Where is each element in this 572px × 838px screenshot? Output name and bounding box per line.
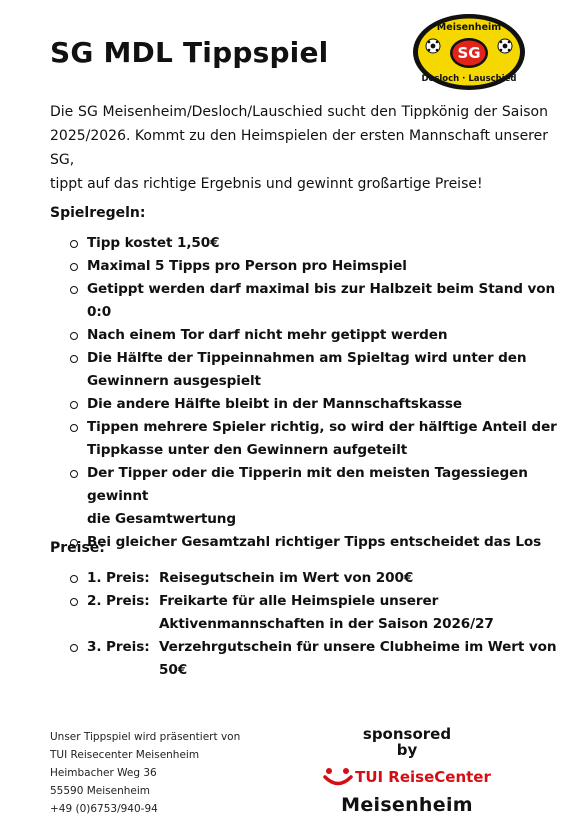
prize-rank: 3. Preis:: [87, 639, 150, 655]
logo-top-text: Meisenheim: [436, 22, 502, 33]
circle-bullet-icon: [70, 644, 78, 652]
logo-bottom-text: Desloch · Lauschied: [421, 74, 517, 84]
circle-bullet-icon: [70, 355, 78, 363]
prize-rank: 1. Preis:: [87, 570, 150, 586]
rule-text: Maximal 5 Tipps pro Person pro Heimspiel: [87, 258, 407, 274]
circle-bullet-icon: [70, 332, 78, 340]
address-line: TUI Reisecenter Meisenheim: [50, 749, 200, 761]
rule-item: [50, 347, 560, 393]
prizes-list: [50, 567, 560, 682]
rule-text: die Gesamtwertung: [87, 511, 237, 527]
prize-description: [159, 567, 559, 590]
intro-line: 2025/2026. Kommt zu den Heimspielen der ersten Mannschaft unserer SG,: [50, 128, 548, 168]
rule-text: Tipp kostet 1,50€: [87, 235, 220, 251]
prize-description-line: Reisegutschein im Wert von 200€: [159, 570, 414, 586]
tui-brand-text: TUI ReiseCenter: [355, 768, 491, 786]
prize-description: [159, 636, 559, 682]
address-line: 55590 Meisenheim: [50, 785, 151, 797]
sponsor-city: Meisenheim: [341, 794, 473, 816]
prize-item: [50, 590, 560, 636]
rule-item: [50, 232, 560, 255]
rule-item: [50, 393, 560, 416]
club-logo: [411, 12, 527, 92]
prizes-heading: Preise:: [50, 540, 105, 556]
circle-bullet-icon: [70, 598, 78, 606]
intro-line: Die SG Meisenheim/Desloch/Lauschied sucht den Tippkönig der Saison: [50, 104, 548, 120]
prize-description-line: Verzehrgutschein für unsere Clubheime im Wert von 50€: [159, 639, 557, 678]
address-line: +49 (0)6753/940-94: [50, 803, 158, 815]
prize-description: [159, 590, 559, 636]
prize-description-line: Freikarte für alle Heimspiele unserer: [159, 593, 439, 609]
sponsored-label: sponsored: [362, 725, 452, 743]
presenter-address: [50, 728, 240, 818]
circle-bullet-icon: [70, 401, 78, 409]
tui-smile-icon: [323, 766, 353, 788]
rule-item: [50, 531, 560, 554]
circle-bullet-icon: [70, 575, 78, 583]
address-line: Unser Tippspiel wird präsentiert von: [50, 731, 241, 743]
rules-list: [50, 232, 560, 554]
sponsor-block: [322, 726, 492, 816]
prize-item: [50, 567, 560, 590]
rule-item: [50, 416, 560, 462]
rule-text: Gewinnern ausgespielt: [87, 373, 261, 389]
logo-center-text: SG: [457, 44, 481, 62]
rule-text: Bei gleicher Gesamtzahl richtiger Tipps entscheidet das Los: [87, 534, 542, 550]
prize-item: [50, 636, 560, 682]
circle-bullet-icon: [70, 424, 78, 432]
rule-text: Tippen mehrere Spieler richtig, so wird der hälftige Anteil der: [87, 419, 557, 435]
address-line: Heimbacher Weg 36: [50, 767, 157, 779]
rule-text: Getippt werden darf maximal bis zur Halbzeit beim Stand von 0:0: [87, 281, 556, 320]
rule-item: [50, 278, 560, 324]
intro-paragraph: [50, 100, 548, 196]
rule-text: Die andere Hälfte bleibt in der Mannschaftskasse: [87, 396, 462, 412]
prize-description-line: Aktivenmannschaften in der Saison 2026/27: [159, 616, 494, 632]
football-icon-left: [426, 39, 440, 53]
rule-item: [50, 324, 560, 347]
circle-bullet-icon: [70, 263, 78, 271]
rule-text: Tippkasse unter den Gewinnern aufgeteilt: [87, 442, 408, 458]
rule-item: [50, 255, 560, 278]
football-icon-right: [498, 39, 512, 53]
circle-bullet-icon: [70, 470, 78, 478]
page-title: SG MDL Tippspiel: [50, 36, 329, 69]
rules-heading: Spielregeln:: [50, 205, 146, 221]
rule-text: Die Hälfte der Tippeinnahmen am Spieltag wird unter den: [87, 350, 527, 366]
by-label: by: [396, 741, 418, 759]
circle-bullet-icon: [70, 286, 78, 294]
rule-text: Nach einem Tor darf nicht mehr getippt werden: [87, 327, 448, 343]
prize-rank: 2. Preis:: [87, 593, 150, 609]
circle-bullet-icon: [70, 240, 78, 248]
intro-line: tippt auf das richtige Ergebnis und gewinnt großartige Preise!: [50, 176, 483, 192]
tui-logo: [322, 766, 492, 788]
rule-text: Der Tipper oder die Tipperin mit den meisten Tagessiegen gewinnt: [87, 465, 528, 504]
rule-item: [50, 462, 560, 531]
